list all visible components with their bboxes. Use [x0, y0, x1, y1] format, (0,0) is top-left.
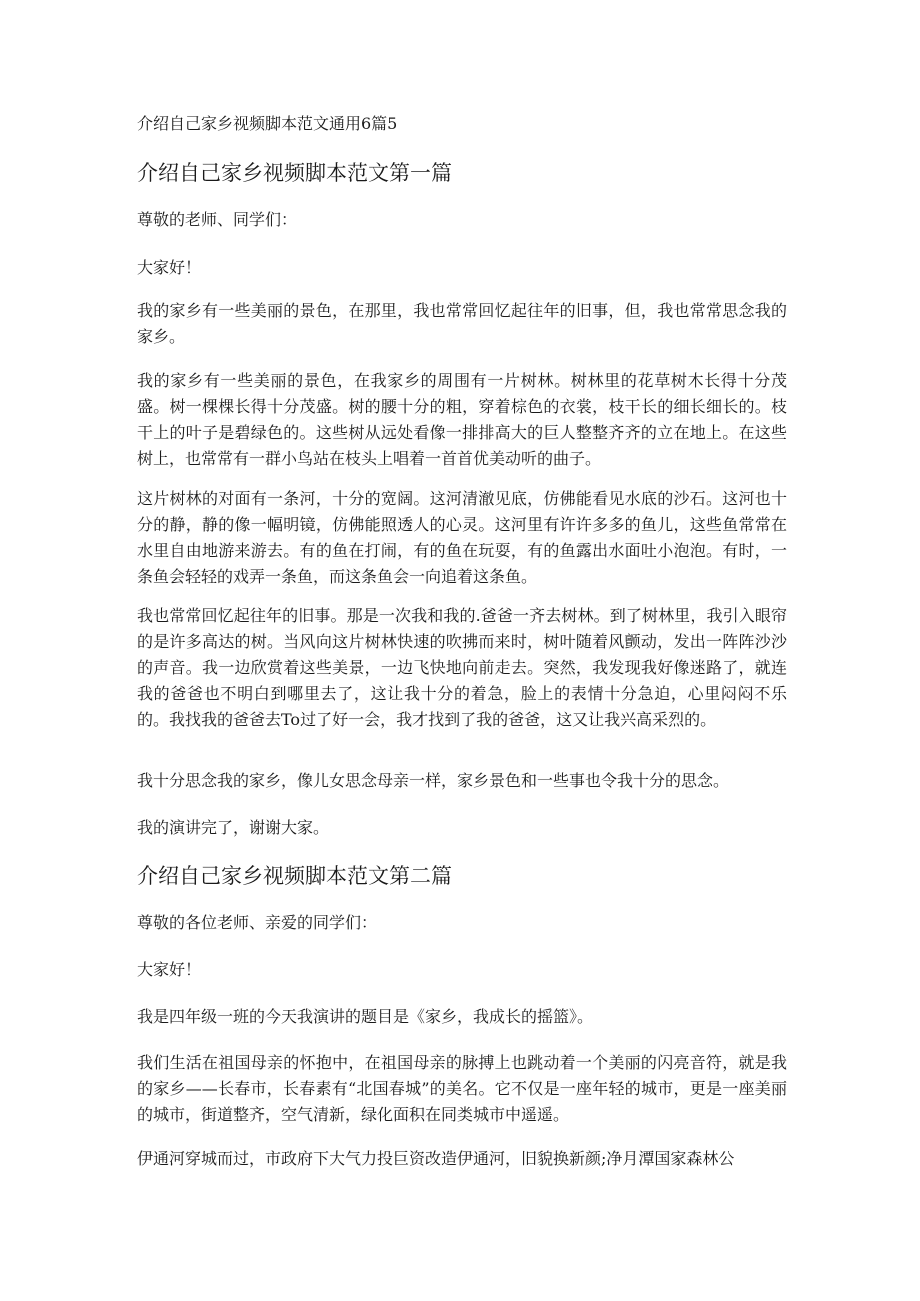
section-2-paragraph-5: 伊通河穿城而过，市政府下大气力投巨资改造伊通河，旧貌换新颜;净月潭国家森林公 [137, 1149, 735, 1168]
section-1-paragraph-7: 我十分思念我的家乡，像儿女思念母亲一样，家乡景色和一些事也令我十分的思念。 [137, 771, 730, 790]
section-2-paragraph-2: 大家好！ [137, 960, 202, 979]
section-1-paragraph-8: 我的演讲完了，谢谢大家。 [137, 818, 330, 837]
section-1-paragraph-4: 我的家乡有一些美丽的景色，在我家乡的周围有一片树林。树林里的花草树木长得十分茂盛。树一棵棵长得十分茂盛。树的腰十分的粗，穿着棕色的衣裳，枝干长的细长细长的。枝干上的叶子是碧绿色的。这些树从远处看像一排排高大的巨人整整齐齐的立在地上。在这些树上，也常常有一群小鸟站在枝头上唱着一首首优美动听的曲子。 [137, 371, 787, 468]
section-2-paragraph-4: 我们生活在祖国母亲的怀抱中，在祖国母亲的脉搏上也跳动着一个美丽的闪亮音符，就是我的家乡——长春市，长春素有“北国春城”的美名。它不仅是一座年轻的城市，更是一座美丽的城市，街道整齐，空气清新，绿化面积在同类城市中遥遥。 [137, 1053, 787, 1124]
section-1-paragraph-5: 这片树林的对面有一条河，十分的宽阔。这河清澈见底，仿佛能看见水底的沙石。这河也十分的静，静的像一幅明镜，仿佛能照透人的心灵。这河里有许许多多的鱼儿，这些鱼常常在水里自由地游来游去。有的鱼在打闹，有的鱼在玩耍，有的鱼露出水面吐小泡泡。有时，一条鱼会轻轻的戏弄一条鱼，而这条鱼会一向追着这条鱼。 [137, 489, 787, 586]
section-1-paragraph-3: 我的家乡有一些美丽的景色，在那里，我也常常回忆起往年的旧事，但，我也常常思念我的家乡。 [137, 301, 787, 346]
section-1-heading: 介绍自己家乡视频脚本范文第一篇 [137, 161, 452, 185]
document-title: 介绍自己家乡视频脚本范文通用6篇5 [137, 114, 398, 133]
section-1-paragraph-1: 尊敬的老师、同学们： [137, 210, 298, 229]
section-1-paragraph-2: 大家好！ [137, 258, 202, 277]
section-2-heading: 介绍自己家乡视频脚本范文第二篇 [137, 864, 452, 888]
section-2-paragraph-1: 尊敬的各位老师、亲爱的同学们： [137, 913, 378, 932]
section-2-paragraph-3: 我是四年级一班的今天我演讲的题目是《家乡，我成长的摇篮》。 [137, 1007, 594, 1026]
section-1-paragraph-6: 我也常常回忆起往年的旧事。那是一次我和我的.爸爸一齐去树林。到了树林里，我引入眼帘的是许多高达的树。当风向这片树林快速的吹拂而来时，树叶随着风颤动，发出一阵阵沙沙的声音。我一边欣赏着这些美景，一边飞快地向前走去。突然，我发现我好像迷路了，就连我的爸爸也不明白到哪里去了，这让我十分的着急，脸上的表情十分急迫，心里闷闷不乐的。我找我的爸爸去To过了好一会，我才找到了我的爸爸，这又让我兴高采烈的。 [137, 606, 787, 729]
